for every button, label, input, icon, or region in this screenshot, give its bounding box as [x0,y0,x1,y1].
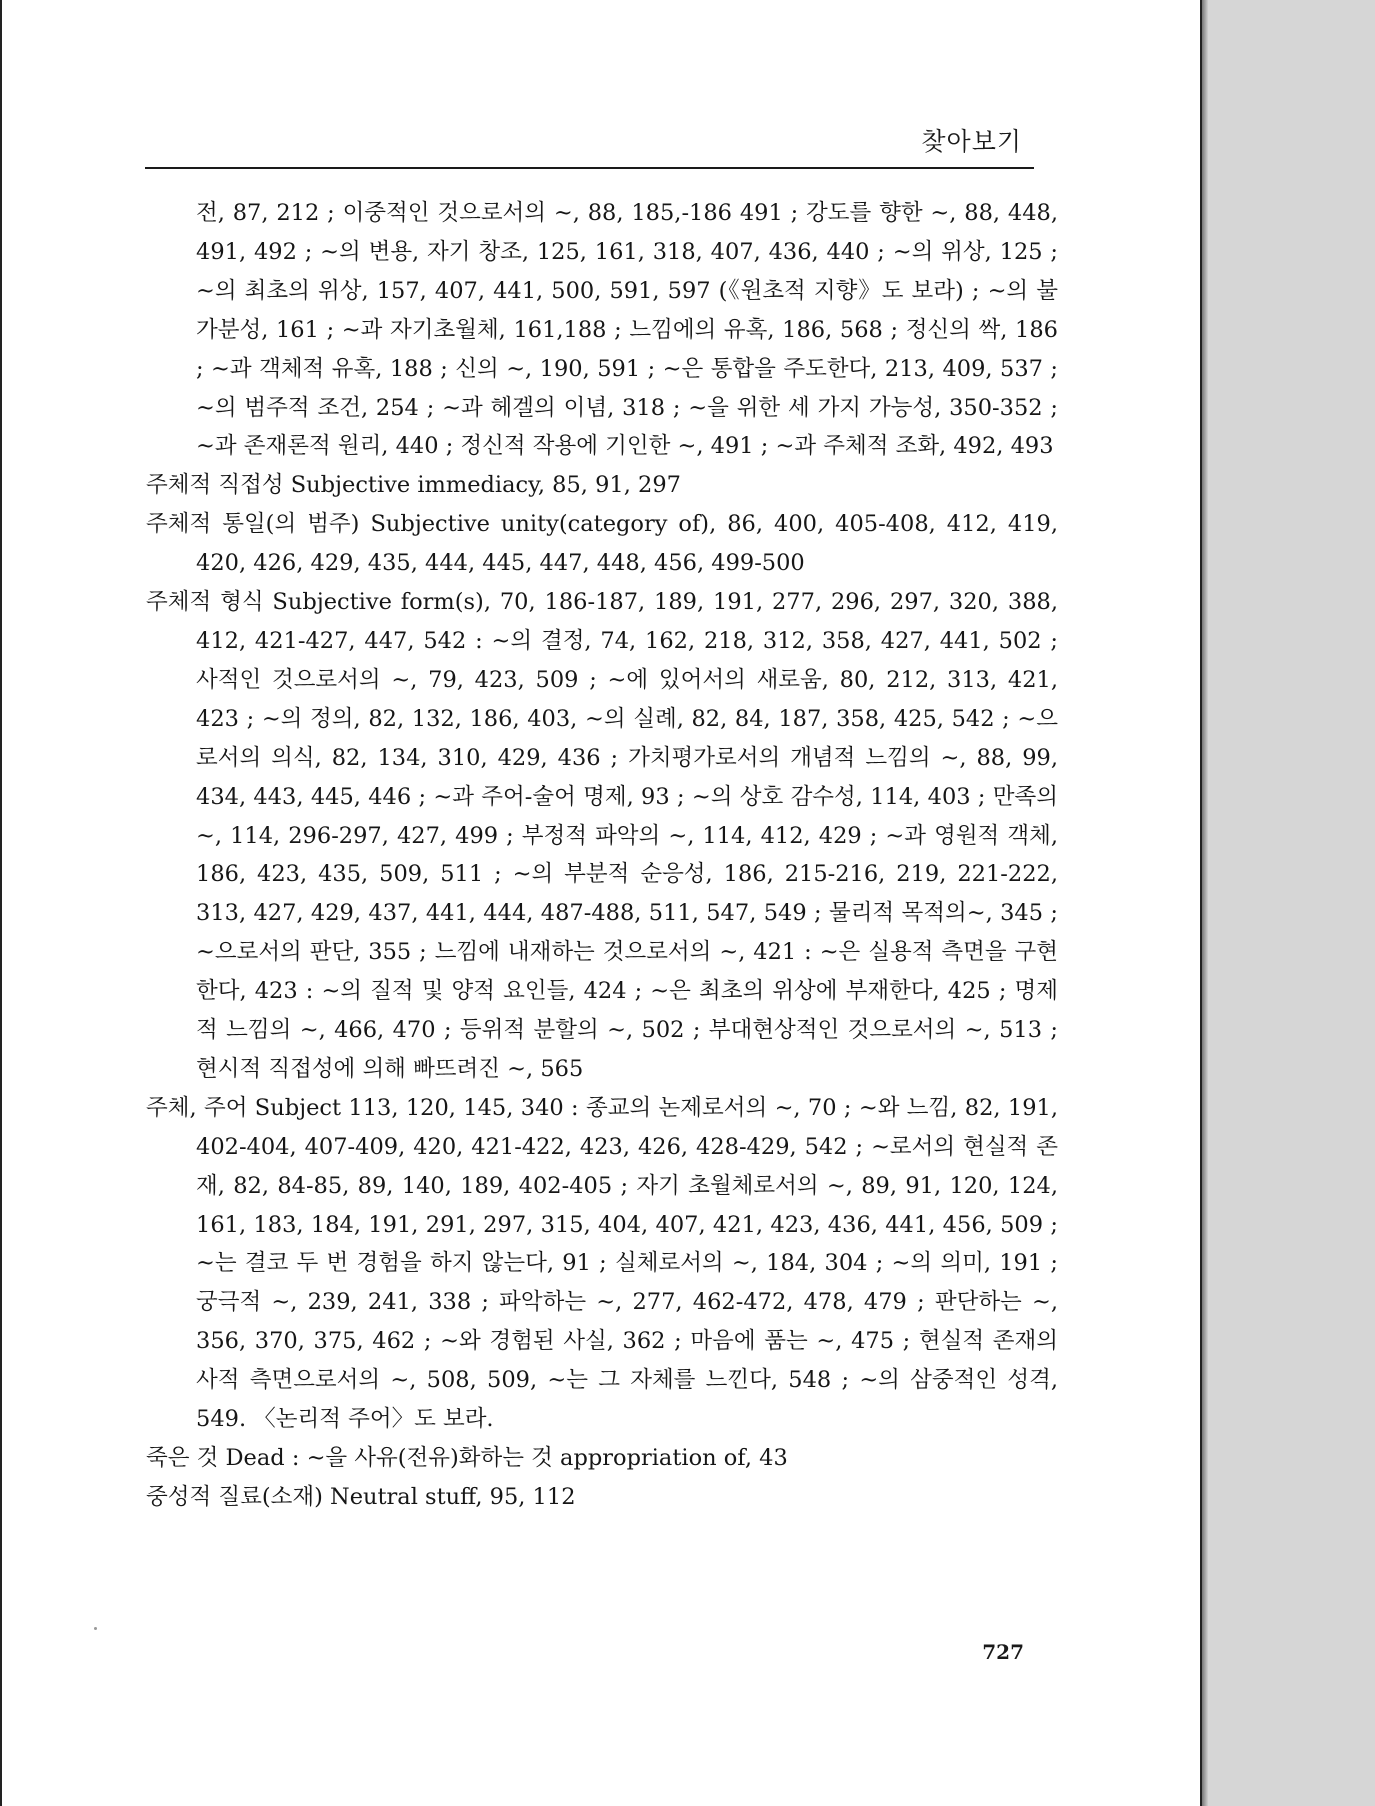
index-entries [146,194,1058,1517]
page-number: 727 [982,1640,1024,1664]
index-entry: 중성적 질료(소재) Neutral stuff, 95, 112 [146,1483,576,1510]
index-entry: 죽은 것 Dead : ~을 사유(전유)화하는 것 appropriation of, 43 [146,1445,788,1471]
index-entry: 주체, 주어 Subject 113, 120, 145, 340 : 종교의 논제로서의 ~, 70 ; ~와 느낌, 82, 191, 402-404, 407-409, 420, 421-422, 423, 426, 428-429, 542 ; ~로서의 현실적 존재, 82, 84-85, 89, 140, 189, 402-405 ; 자기 초월체로서의 ~, 89, 91, 120, 124, 161, 183, 184, 191, 291, 297, 315, 404, 407, 421, 423, 436, 441, 456, 509 ; ~는 결코 두 번 경험을 하지 않는다, 91 ; 실체로서의 ~, 184, 304 ; ~의 의미, 191 ; 궁극적 ~, 239, 241, 338 ; 파악하는 ~, 277, 462-472, 478, 479 ; 판단하는 ~, 356, 370, 375, 462 ; ~와 경험된 사실, 362 ; 마음에 품는 ~, 475 ; 현실적 존재의 사적 측면으로서의 ~, 508, 509, ~는 그 자체를 느낀다, 548 ; ~의 삼중적인 성격, 549. 〈논리적 주어〉도 보라. [146,1094,1058,1433]
index-entry: 주체적 직접성 Subjective immediacy, 85, 91, 297 [146,472,681,499]
running-head: 찾아보기 [921,127,1022,156]
index-entry-continuation: 전, 87, 212 ; 이중적인 것으로서의 ~, 88, 185,-186 491 ; 강도를 향한 ~, 88, 448, 491, 492 ; ~의 변용, 자기 창조, 125, 161, 318, 407, 436, 440 ; ~의 위상, 125 ; ~의 최초의 위상, 157, 407, 441, 500, 591, 597 (《원초적 지향》도 보라) ; ~의 불가분성, 161 ; ~과 자기초월체, 161,188 ; 느낌에의 유혹, 186, 568 ; 정신의 싹, 186 ; ~과 객체적 유혹, 188 ; 신의 ~, 190, 591 ; ~은 통합을 주도한다, 213, 409, 537 ; ~의 범주적 조건, 254 ; ~과 헤겔의 이념, 318 ; ~을 위한 세 가지 가능성, 350-352 ; ~과 존재론적 원리, 440 ; 정신적 작용에 기인한 ~, 491 ; ~과 주체적 조화, 492, 493 [196,200,1058,460]
index-entry: 주체적 통일(의 범주) Subjective unity(category of), 86, 400, 405-408, 412, 419, 420, 426, 429, 435, 444, 445, 447, 448, 456, 499-500 [146,511,1058,577]
index-entry: 주체적 형식 Subjective form(s), 70, 186-187, 189, 191, 277, 296, 297, 320, 388, 412, 421-427, 447, 542 : ~의 결정, 74, 162, 218, 312, 358, 427, 441, 502 ; 사적인 것으로서의 ~, 79, 423, 509 ; ~에 있어서의 새로움, 80, 212, 313, 421, 423 ; ~의 정의, 82, 132, 186, 403, ~의 실례, 82, 84, 187, 358, 425, 542 ; ~으로서의 의식, 82, 134, 310, 429, 436 ; 가치평가로서의 개념적 느낌의 ~, 88, 99, 434, 443, 445, 446 ; ~과 주어-술어 명제, 93 ; ~의 상호 감수성, 114, 403 ; 만족의 ~, 114, 296-297, 427, 499 ; 부정적 파악의 ~, 114, 412, 429 ; ~과 영원적 객체, 186, 423, 435, 509, 511 ; ~의 부분적 순응성, 186, 215-216, 219, 221-222, 313, 427, 429, 437, 441, 444, 487-488, 511, 547, 549 ; 물리적 목적의~, 345 ; ~으로서의 판단, 355 ; 느낌에 내재하는 것으로서의 ~, 421 : ~은 실용적 측면을 구현한다, 423 : ~의 질적 및 양적 요인들, 424 ; ~은 최초의 위상에 부재한다, 425 ; 명제적 느낌의 ~, 466, 470 ; 등위적 분할의 ~, 502 ; 부대현상적인 것으로서의 ~, 513 ; 현시적 직접성에 의해 빠뜨려진 ~, 565 [146,589,1058,1082]
page-edge-shadow [1202,0,1208,1806]
scan-speck [94,1627,97,1630]
header-rule [145,167,1034,169]
